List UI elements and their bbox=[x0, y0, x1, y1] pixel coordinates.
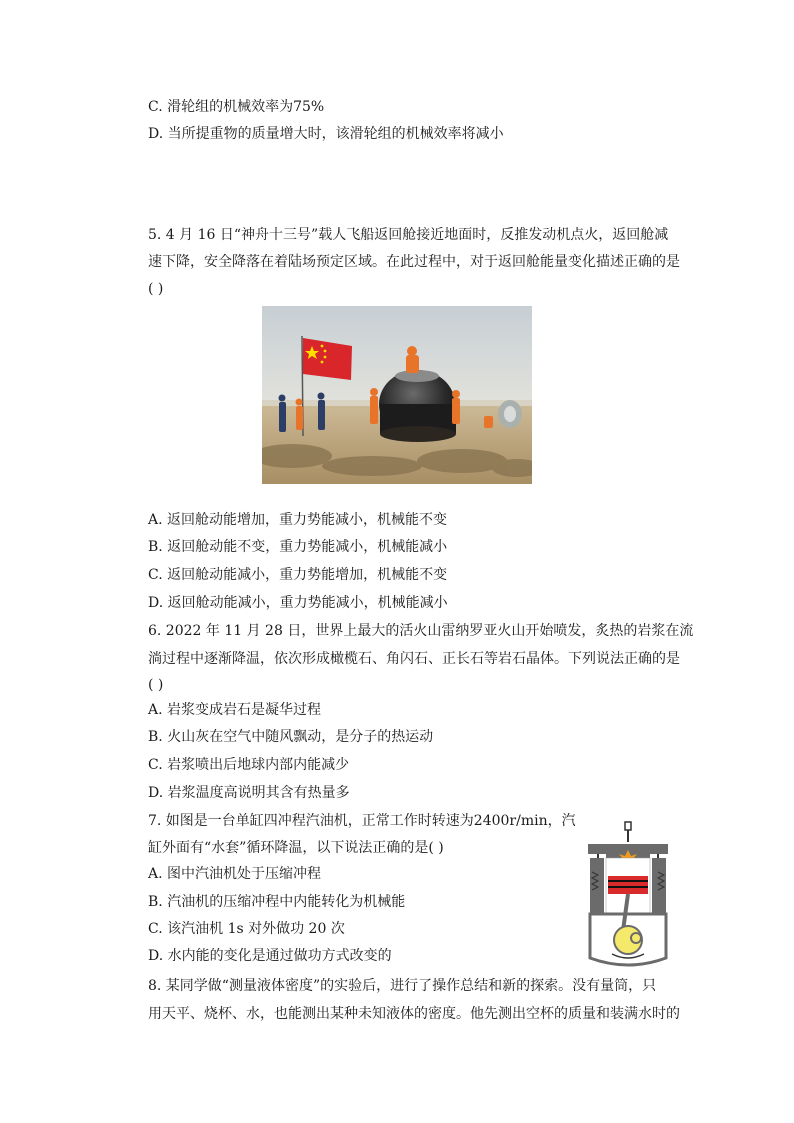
q6-option-d: D. 岩浆温度高说明其含有热量多 bbox=[148, 785, 350, 801]
q6-option-c: C. 岩浆喷出后地球内部内能减少 bbox=[148, 757, 350, 773]
q6-option-a: A. 岩浆变成岩石是凝华过程 bbox=[148, 702, 322, 718]
q6-stem-line3: ( ) bbox=[148, 677, 164, 693]
engine-cylinder-diagram bbox=[578, 820, 678, 972]
q7-stem-line1: 7. 如图是一台单缸四冲程汽油机，正常工作时转速为2400r/min，汽 bbox=[148, 813, 576, 829]
q5-stem-line1: 5. 4 月 16 日“神舟十三号”载人飞船返回舱接近地面时，反推发动机点火，返回舱减 bbox=[148, 227, 669, 243]
q8-stem-line2: 用天平、烧杯、水，也能测出某种未知液体的密度。他先测出空杯的质量和装满水时的 bbox=[148, 1006, 680, 1022]
capsule-landing-photo bbox=[262, 306, 532, 484]
q7-option-c: C. 该汽油机 1s 对外做功 20 次 bbox=[148, 921, 345, 937]
q5-option-a: A. 返回舱动能增加，重力势能减小，机械能不变 bbox=[148, 512, 448, 528]
q4-option-d: D. 当所提重物的质量增大时，该滑轮组的机械效率将减小 bbox=[148, 126, 504, 142]
q5-option-c: C. 返回舱动能减小，重力势能增加，机械能不变 bbox=[148, 567, 448, 583]
q8-stem-line1: 8. 某同学做“测量液体密度”的实验后，进行了操作总结和新的探索。没有量筒，只 bbox=[148, 978, 657, 994]
q7-option-d: D. 水内能的变化是通过做功方式改变的 bbox=[148, 948, 392, 964]
q5-option-d: D. 返回舱动能减小，重力势能减小，机械能减小 bbox=[148, 595, 448, 611]
q5-stem-line3: ( ) bbox=[148, 281, 164, 297]
q6-stem-line2: 淌过程中逐渐降温，依次形成橄榄石、角闪石、正长石等岩石晶体。下列说法正确的是 bbox=[148, 651, 680, 667]
q4-option-c: C. 滑轮组的机械效率为75% bbox=[148, 99, 325, 115]
q6-stem-line1: 6. 2022 年 11 月 28 日，世界上最大的活火山雷纳罗亚火山开始喷发，炙热的岩浆在流 bbox=[148, 623, 694, 639]
q7-stem-line2: 缸外面有“水套”循环降温，以下说法正确的是( ) bbox=[148, 840, 444, 856]
q5-stem-line2: 速下降，安全降落在着陆场预定区域。在此过程中，对于返回舱能量变化描述正确的是 bbox=[148, 254, 680, 270]
q7-option-a: A. 图中汽油机处于压缩冲程 bbox=[148, 866, 322, 882]
q5-option-b: B. 返回舱动能不变，重力势能减小，机械能减小 bbox=[148, 539, 448, 555]
q7-option-b: B. 汽油机的压缩冲程中内能转化为机械能 bbox=[148, 894, 406, 910]
q6-option-b: B. 火山灰在空气中随风飘动，是分子的热运动 bbox=[148, 729, 434, 745]
